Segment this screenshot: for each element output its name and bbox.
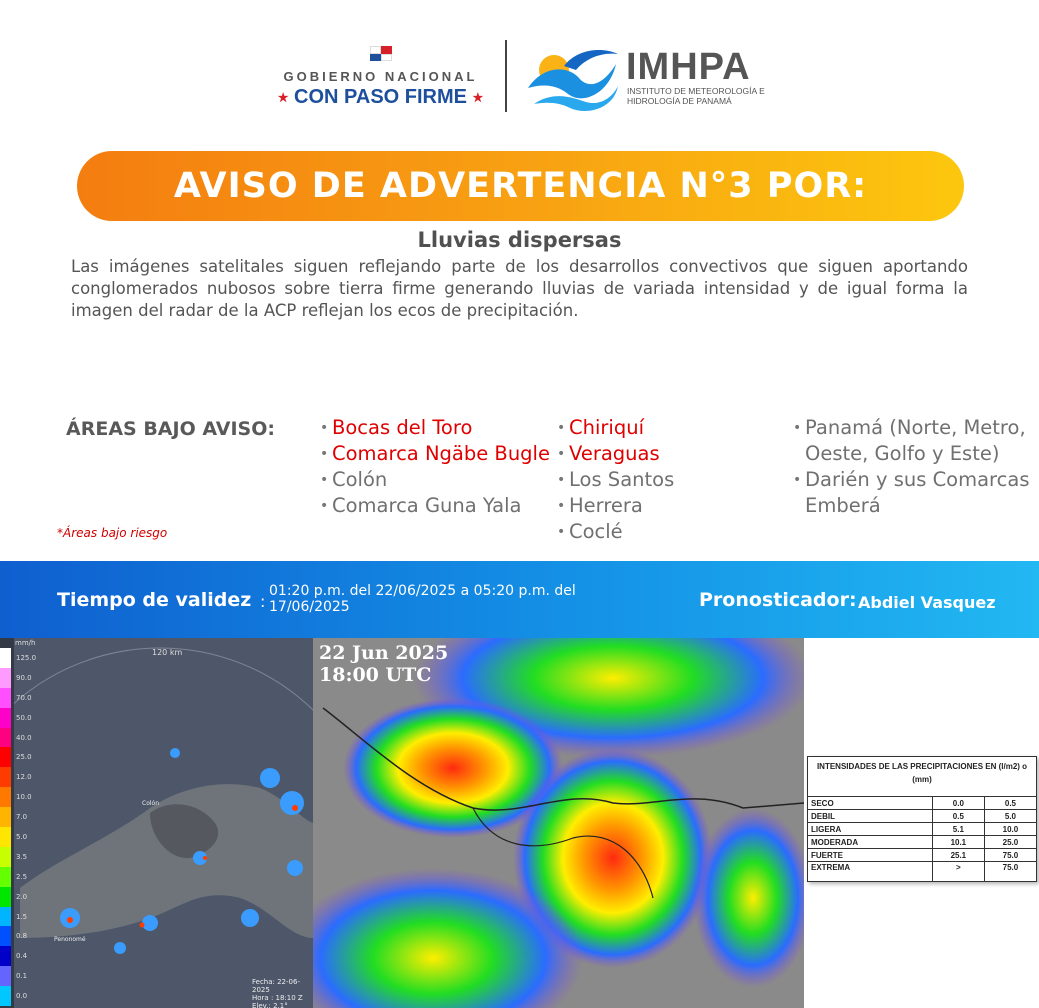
gobierno-line2 [268,86,493,109]
radar-scale-swatch [0,867,11,887]
imhpa-subtitle: INSTITUTO DE METEOROLOGÍA E HIDROLOGÍA DE PANAMÁ [627,86,765,106]
radar-range-label: 120 km [152,648,183,657]
area-item: • Darién y sus Comarcas Emberá [793,467,1033,519]
radar-city-penonome: Penonomé [54,936,86,943]
radar-scale-swatch [0,847,11,867]
radar-scale-label: 10.0 [16,793,32,802]
radar-scale-label: 125.0 [16,653,37,662]
area-item: • Comarca Ngäbe Bugle [320,441,555,467]
gobierno-slogan: CON PASO FIRME [294,86,467,108]
areas-column-3 [793,415,1033,519]
radar-scale-label: 0.4 [16,952,28,961]
radar-scale-label: 5.0 [16,832,28,841]
imhpa-logo-icon [524,44,620,112]
table-cell: FUERTE [808,849,933,862]
validity-bar [0,561,1039,638]
logo-divider [505,40,507,112]
gobierno-logo [268,46,493,109]
area-item: • Coclé [557,519,787,545]
table-row [808,797,1037,810]
radar-scale-swatch [0,807,11,827]
radar-info-elev: Elev.: 2.1° [252,1002,288,1008]
table-cell: 75.0 [984,862,1036,882]
area-item: • Veraguas [557,441,787,467]
star-icon: ★ [277,90,289,105]
table-row [808,810,1037,823]
radar-scale-label: 2.0 [16,892,28,901]
table-cell: 0.5 [932,810,984,823]
area-item: • Bocas del Toro [320,415,555,441]
radar-scale-swatch [0,966,11,986]
area-item: • Comarca Guna Yala [320,493,555,519]
area-item: • Panamá (Norte, Metro, Oeste, Golfo y Este) [793,415,1033,467]
satellite-map [313,638,804,1008]
table-cell: MODERADA [808,836,933,849]
radar-scale-label: 0.8 [16,932,28,941]
validity-label: Tiempo de validez [57,589,252,611]
table-row [808,823,1037,836]
table-cell: 10.0 [984,823,1036,836]
table-cell: 25.0 [984,836,1036,849]
warning-title: AVISO DE ADVERTENCIA N°3 POR: [173,166,868,206]
radar-info-hour: Hora : 18:10 Z [252,994,303,1002]
radar-scale-label: 2.5 [16,872,28,881]
table-cell: 5.0 [984,810,1036,823]
table-cell: > [932,862,984,882]
alert-subtitle: Lluvias dispersas [417,228,622,252]
gobierno-line1: GOBIERNO NACIONAL [283,69,478,84]
table-cell: LIGERA [808,823,933,836]
area-item: • Herrera [557,493,787,519]
radar-scale-swatch [0,668,11,688]
alert-description: Las imágenes satelitales siguen reflejando parte de los desarrollos convectivos que siguen aportando conglomerados nubosos sobre tierra firme generando lluvias de variada intensidad y de igual forma la imagen del radar de la ACP reflejan los ecos de precipitación. [71,257,968,320]
intensity-table-body [808,797,1037,882]
radar-scale-label: 50.0 [16,713,32,722]
table-row [808,862,1037,882]
forecaster-name: Abdiel Vasquez [858,593,996,612]
satellite-time: 18:00 UTC [319,664,432,686]
table-cell: DEBIL [808,810,933,823]
radar-scale-label: 12.0 [16,773,32,782]
panama-flag-icon [370,46,392,61]
radar-scale-swatch [0,688,11,708]
risk-note: *Áreas bajo riesgo [57,526,168,540]
radar-scale-label: 0.0 [16,992,28,1001]
radar-scale-label: 7.0 [16,813,28,822]
table-cell: 75.0 [984,849,1036,862]
table-cell: 10.1 [932,836,984,849]
radar-scale-swatch [0,827,11,847]
table-cell: 25.1 [932,849,984,862]
radar-scale [0,648,40,1006]
table-row [808,849,1037,862]
areas-column-1 [320,415,555,519]
radar-scale-label: 3.5 [16,852,28,861]
satellite-image [313,638,804,1008]
radar-scale-swatch [0,728,11,748]
radar-scale-swatch [0,708,11,728]
area-item: • Los Santos [557,467,787,493]
radar-overlay [0,638,313,1008]
radar-image [0,638,313,1008]
radar-scale-swatch [0,926,11,946]
radar-scale-label: 90.0 [16,673,32,682]
radar-city-colon: Colón [142,800,160,807]
radar-scale-swatch [0,767,11,787]
table-cell: 0.0 [932,797,984,810]
radar-scale-label: 70.0 [16,693,32,702]
validity-colon: : [260,592,266,611]
radar-scale-label: 0.1 [16,972,28,981]
header-logos [0,40,1039,120]
radar-unit: mm/h [15,639,36,647]
table-row [808,836,1037,849]
satellite-date: 22 Jun 2025 [319,642,449,664]
intensity-table [807,756,1037,882]
warning-banner [77,151,964,221]
star-icon: ★ [472,90,484,105]
radar-info [252,978,313,1008]
table-cell: SECO [808,797,933,810]
intensity-table-title: INTENSIDADES DE LAS PRECIPITACIONES EN (l/m2) o (mm) [808,757,1037,797]
radar-scale-swatch [0,907,11,927]
areas-column-2 [557,415,787,545]
radar-info-date: Fecha: 22-06-2025 [252,978,300,994]
forecaster-label: Pronosticador: [699,589,857,611]
radar-scale-label: 1.5 [16,912,28,921]
area-item: • Colón [320,467,555,493]
areas-heading: ÁREAS BAJO AVISO: [66,418,275,440]
validity-value: 01:20 p.m. del 22/06/2025 a 05:20 p.m. del 17/06/2025 [269,583,576,615]
radar-scale-swatch [0,946,11,966]
table-cell: 0.5 [984,797,1036,810]
radar-scale-swatch [0,787,11,807]
table-cell: EXTREMA [808,862,933,882]
radar-scale-label: 40.0 [16,733,32,742]
table-cell: 5.1 [932,823,984,836]
radar-scale-swatch [0,747,11,767]
radar-scale-label: 25.0 [16,753,32,762]
radar-scale-swatch [0,986,11,1006]
satellite-timestamp [319,642,448,686]
radar-scale-swatch [0,648,11,668]
area-item: • Chiriquí [557,415,787,441]
radar-scale-swatch [0,887,11,907]
imhpa-name: IMHPA [626,46,751,88]
